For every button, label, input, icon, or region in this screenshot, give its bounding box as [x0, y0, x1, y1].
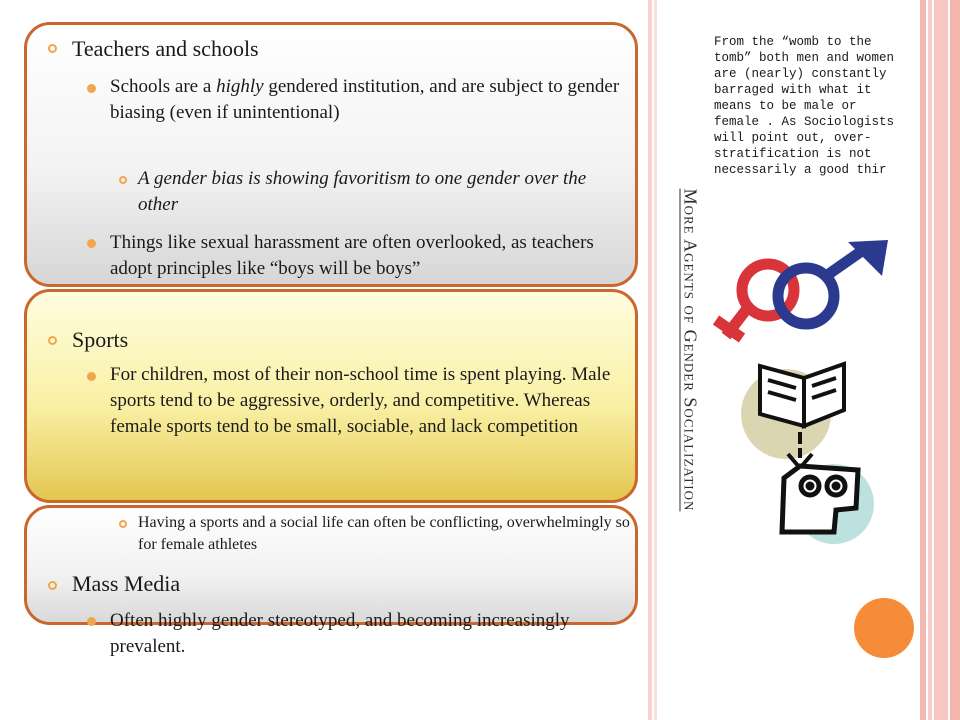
decorative-orange-circle — [854, 598, 914, 658]
bullet-icon — [87, 372, 96, 381]
slide-title: More Agents of Gender Socialization — [680, 188, 701, 512]
point-gender-bias-definition: A gender bias is showing favoritism to one gender over the other — [138, 168, 587, 215]
section-heading-sports: Sports — [72, 327, 129, 352]
point-sports-social-conflict: Having a sports and a social life can often be conflicting, overwhelmingly so for female athletes — [138, 514, 630, 553]
point-media-stereotyped: Often highly gender stereotyped, and becoming increasingly prevalent. — [110, 610, 570, 657]
section-bullet-icon — [48, 581, 57, 590]
section-heading-mass-media: Mass Media — [72, 571, 181, 596]
section-bullet-icon — [48, 44, 57, 53]
bullet-icon — [87, 239, 96, 248]
side-note-text: From the “womb to the tomb” both men and women are (nearly) constantly barraged with what it means to be male or female . As Sociologists will point out, over-stratification is not necessarily a good thir — [714, 35, 895, 177]
point-schools-gendered: Schools are a highly gendered institution, and are subject to gender biasing (even if unintentional) — [110, 76, 620, 123]
section-bullet-icon — [48, 336, 57, 345]
point-sexual-harassment: Things like sexual harassment are often overlooked, as teachers adopt principles like “boys will be boys” — [110, 232, 594, 279]
gender-symbols-illustration — [706, 236, 906, 356]
sub-bullet-icon — [119, 520, 127, 528]
learning-illustration — [740, 358, 874, 550]
sub-bullet-icon — [119, 176, 127, 184]
section-heading-teachers: Teachers and schools — [72, 36, 259, 61]
bullet-icon — [87, 84, 96, 93]
bullet-icon — [87, 617, 96, 626]
point-children-play: For children, most of their non-school time is spent playing. Male sports tend to be aggressive, orderly, and competitive. Whereas female sports tend to be small, sociable, and lack competition — [110, 364, 611, 437]
